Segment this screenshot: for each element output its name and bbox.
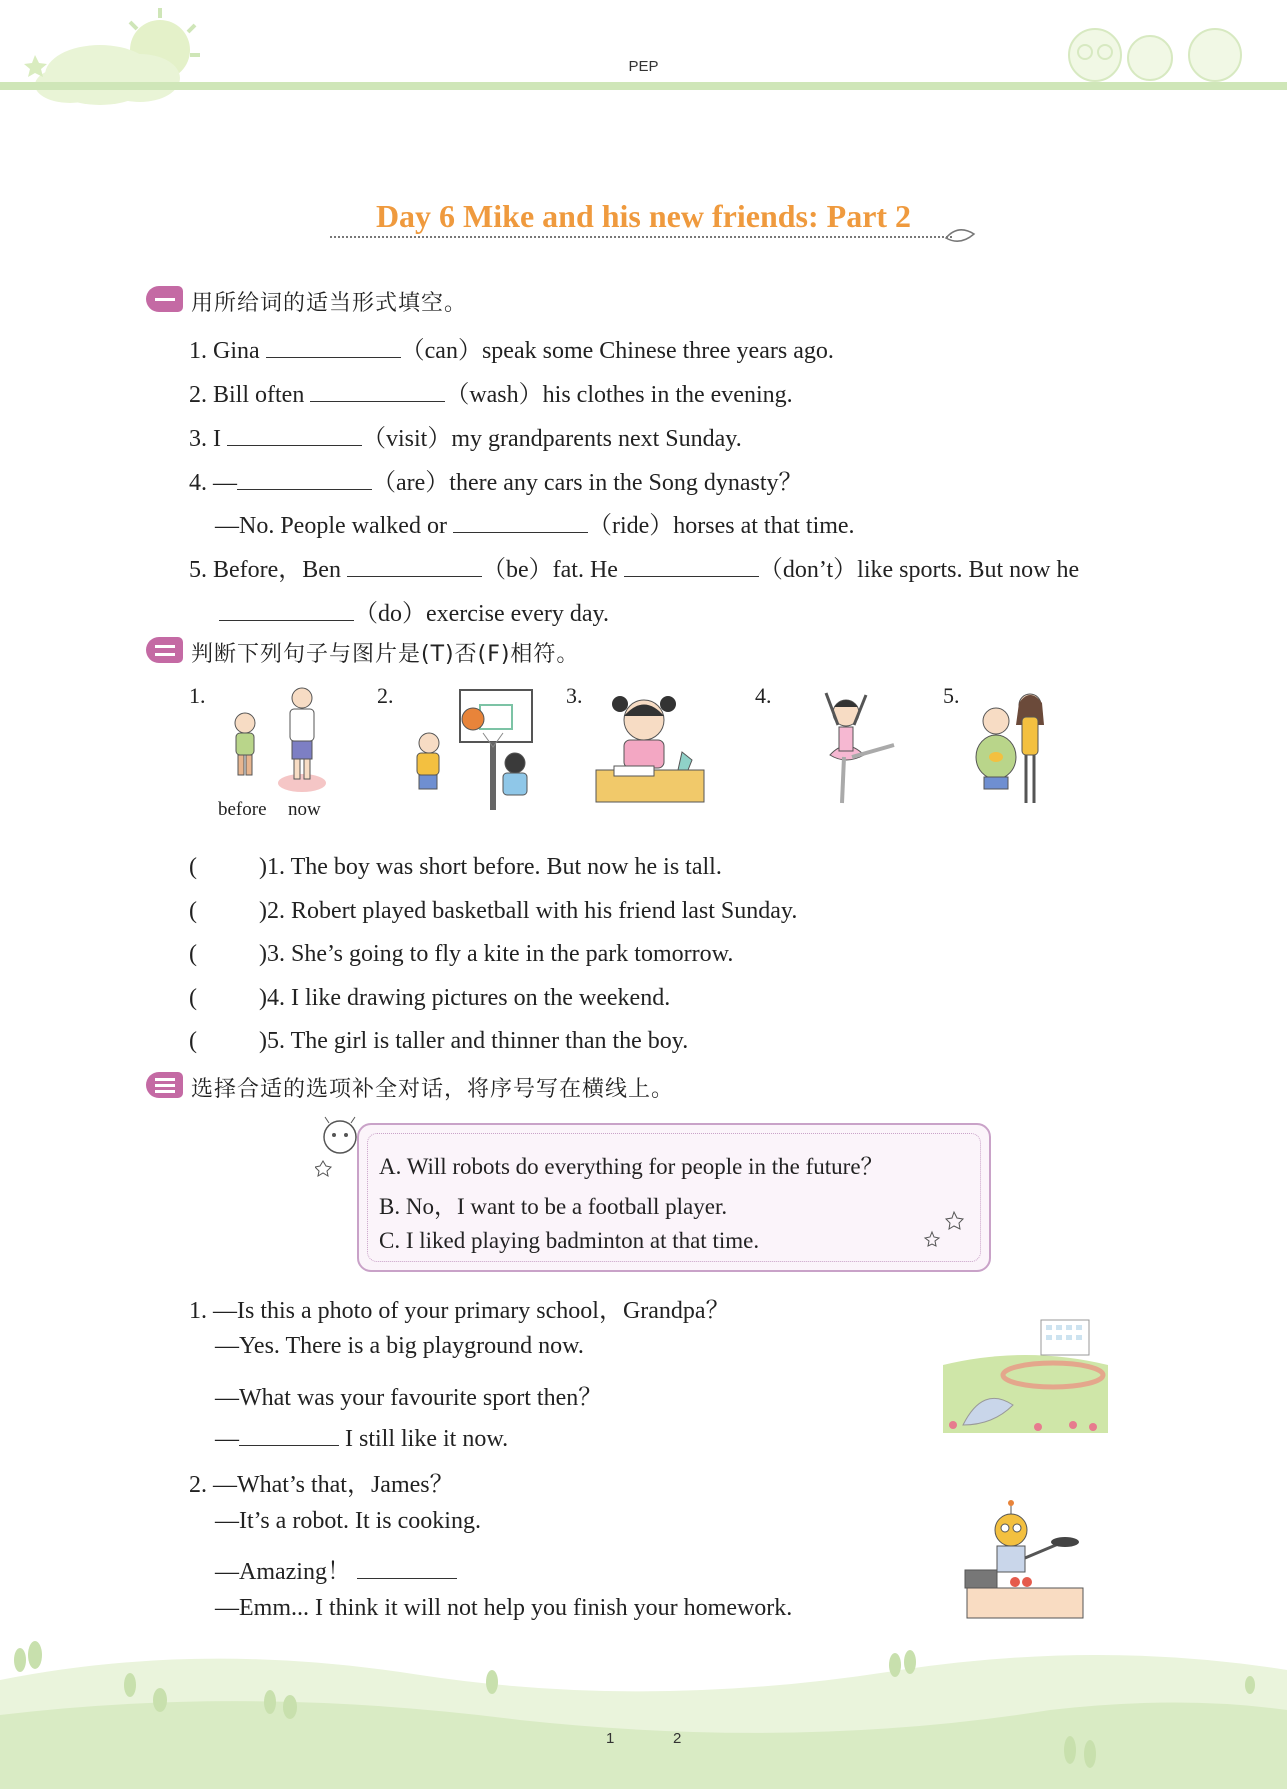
- pic-number-2: 2.: [377, 683, 394, 708]
- caption-before: before: [218, 799, 267, 820]
- header-rule: [0, 82, 1287, 90]
- s1-item-4: 4. — （are）there any cars in the Song dynasty？: [189, 462, 803, 497]
- dialog1-line-1: 1. —Is this a photo of your primary school，Grandpa？: [189, 1298, 730, 1324]
- tf-item-4: ( )4. I like drawing pictures on the weekend.: [189, 985, 671, 1011]
- dialog1-line-4: — I still like it now.: [215, 1421, 508, 1453]
- section1-title: 用所给词的适当形式填空。: [191, 291, 468, 316]
- title-underline: [330, 236, 952, 238]
- s1-item-1: 1. Gina （can）speak some Chinese three years ago.: [189, 330, 834, 365]
- caption-now: now: [288, 799, 321, 820]
- boy-and-girl-illustration: [970, 685, 1070, 810]
- stars-icon: [914, 1210, 974, 1255]
- pic-number-4: 4.: [755, 683, 772, 708]
- answer-blank[interactable]: [453, 508, 588, 533]
- pic-number-1: 1.: [189, 683, 206, 708]
- section2-title: 判断下列句子与图片是(T)否(F)相符。: [191, 642, 580, 667]
- s1-item-2: 2. Bill often （wash）his clothes in the evening.: [189, 374, 793, 409]
- section3-title: 选择合适的选项补全对话，将序号写在横线上。: [191, 1077, 675, 1102]
- dialog2-line-4: —Emm... I think it will not help you finish your homework.: [215, 1595, 793, 1621]
- option-b: B. No，I want to be a football player.: [379, 1194, 728, 1219]
- answer-blank[interactable]: [347, 552, 482, 577]
- answer-blank[interactable]: [266, 333, 401, 358]
- section1-badge: [146, 286, 183, 312]
- footer-landscape: [0, 1640, 1287, 1789]
- leaf-icon: [944, 224, 978, 248]
- tf-item-5: ( )5. The girl is taller and thinner than the boy.: [189, 1028, 689, 1054]
- answer-blank[interactable]: [310, 377, 445, 402]
- dialog2-line-2: —It’s a robot. It is cooking.: [215, 1508, 481, 1534]
- section2-badge: [146, 637, 183, 663]
- s1-item-3: 3. I （visit）my grandparents next Sunday.: [189, 418, 742, 453]
- answer-blank[interactable]: [237, 465, 372, 490]
- dialog2-line-1: 2. —What’s that，James？: [189, 1472, 454, 1498]
- dialog2-line-3: —Amazing！: [215, 1551, 457, 1586]
- girl-drawing-illustration: [594, 688, 706, 808]
- s1-item-5b: （do）exercise every day.: [219, 593, 609, 628]
- dialog1-line-3: —What was your favourite sport then？: [215, 1385, 603, 1411]
- tf-item-1: ( )1. The boy was short before. But now he is tall.: [189, 854, 722, 880]
- cooking-robot-illustration: [963, 1500, 1088, 1620]
- page-number-left: 1: [606, 1730, 615, 1747]
- header-label: PEP: [628, 58, 659, 75]
- page-title: Day 6 Mike and his new friends: Part 2: [375, 198, 912, 234]
- answer-blank[interactable]: [219, 596, 354, 621]
- tf-item-2: ( )2. Robert played basketball with his friend last Sunday.: [189, 898, 798, 924]
- answer-blank[interactable]: [239, 1421, 339, 1446]
- s1-item-5: 5. Before，Ben （be）fat. He （don’t）like sports. But now he: [189, 549, 1079, 584]
- tf-item-3: ( )3. She’s going to fly a kite in the park tomorrow.: [189, 941, 734, 967]
- boy-before-now-illustration: [220, 685, 350, 800]
- answer-blank[interactable]: [227, 421, 362, 446]
- section3-badge: [146, 1072, 183, 1098]
- s1-item-4b: —No. People walked or （ride）horses at that time.: [215, 505, 855, 540]
- answer-blank[interactable]: [357, 1554, 457, 1579]
- answer-blank[interactable]: [624, 552, 759, 577]
- option-c: C. I liked playing badminton at that time.: [379, 1228, 760, 1253]
- options-box: [357, 1123, 991, 1272]
- school-playground-illustration: [943, 1315, 1108, 1433]
- pic-number-5: 5.: [943, 683, 960, 708]
- cloud-sun-icon: [24, 8, 200, 105]
- dialog1-line-2: —Yes. There is a big playground now.: [215, 1333, 584, 1359]
- option-a: A. Will robots do everything for people in the future？: [379, 1154, 884, 1179]
- basketball-illustration: [405, 685, 545, 810]
- pic-number-3: 3.: [566, 683, 583, 708]
- dancing-girl-illustration: [808, 685, 908, 810]
- page-number-right: 2: [673, 1730, 682, 1747]
